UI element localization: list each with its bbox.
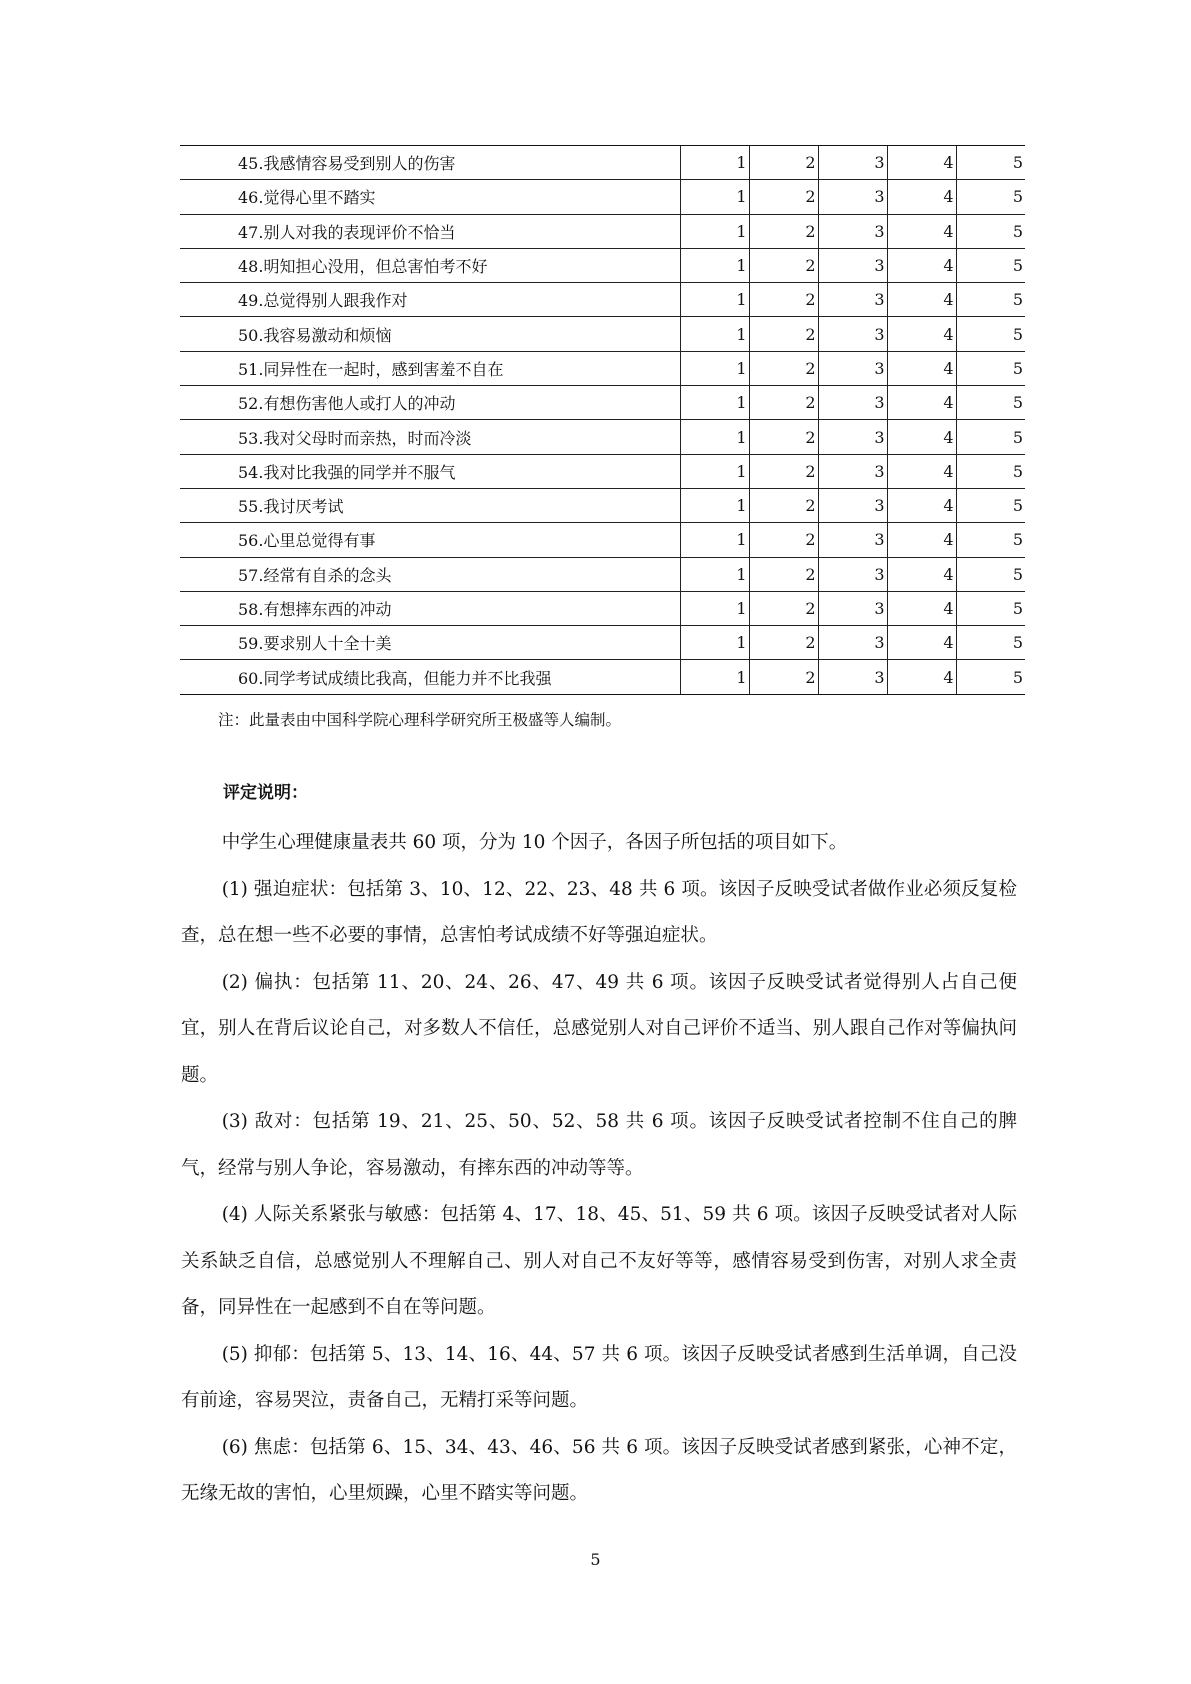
rating-option-3: 3 (818, 283, 887, 317)
rating-option-2: 2 (749, 248, 818, 282)
rating-option-4: 4 (887, 248, 956, 282)
rating-option-4: 4 (887, 454, 956, 488)
scale-row (180, 660, 1025, 694)
rating-option-4: 4 (887, 283, 956, 317)
rating-option-4: 4 (887, 591, 956, 625)
rating-option-2: 2 (749, 386, 818, 420)
page-number: 5 (590, 1550, 601, 1569)
rating-option-2: 2 (749, 283, 818, 317)
rating-option-1: 1 (680, 488, 749, 522)
factor-paragraph: (6) 焦虑：包括第 6、15、34、43、46、56 共 6 项。该因子反映受试者感到紧张，心神不定，无缘无故的害怕，心里烦躁，心里不踏实等问题。 (181, 1436, 1017, 1504)
rating-option-3: 3 (818, 146, 887, 180)
item-statement: 54.我对比我强的同学并不服气 (180, 454, 680, 488)
rating-option-2: 2 (749, 351, 818, 385)
factor-paragraph: (1) 强迫症状：包括第 3、10、12、22、23、48 共 6 项。该因子反映受试者做作业必须反复检查，总在想一些不必要的事情，总害怕考试成绩不好等强迫症状。 (181, 878, 1017, 946)
rating-option-3: 3 (818, 248, 887, 282)
rating-option-1: 1 (680, 626, 749, 660)
rating-option-1: 1 (680, 454, 749, 488)
item-statement: 59.要求别人十全十美 (180, 626, 680, 660)
rating-option-1: 1 (680, 214, 749, 248)
rating-option-5: 5 (956, 454, 1025, 488)
rating-option-2: 2 (749, 420, 818, 454)
item-statement: 45.我感情容易受到别人的伤害 (180, 146, 680, 180)
rating-option-4: 4 (887, 386, 956, 420)
rating-option-1: 1 (680, 386, 749, 420)
rating-option-3: 3 (818, 214, 887, 248)
rating-option-1: 1 (680, 660, 749, 694)
rating-option-3: 3 (818, 488, 887, 522)
rating-option-5: 5 (956, 180, 1025, 214)
rating-option-3: 3 (818, 523, 887, 557)
rating-option-5: 5 (956, 386, 1025, 420)
rating-option-1: 1 (680, 557, 749, 591)
rating-option-1: 1 (680, 523, 749, 557)
table-note: 注：此量表由中国科学院心理科学研究所王极盛等人编制。 (218, 711, 622, 729)
item-statement: 55.我讨厌考试 (180, 488, 680, 522)
scale-row (180, 626, 1025, 660)
item-statement: 47.别人对我的表现评价不恰当 (180, 214, 680, 248)
rating-option-5: 5 (956, 591, 1025, 625)
item-statement: 52.有想伤害他人或打人的冲动 (180, 386, 680, 420)
rating-option-2: 2 (749, 317, 818, 351)
item-statement: 60.同学考试成绩比我高，但能力并不比我强 (180, 660, 680, 694)
scale-row (180, 386, 1025, 420)
rating-option-5: 5 (956, 317, 1025, 351)
rating-option-2: 2 (749, 488, 818, 522)
rating-option-3: 3 (818, 557, 887, 591)
section-heading: 评定说明： (223, 783, 308, 803)
scale-row (180, 591, 1025, 625)
rating-option-2: 2 (749, 523, 818, 557)
scale-row (180, 248, 1025, 282)
rating-option-1: 1 (680, 180, 749, 214)
rating-option-4: 4 (887, 180, 956, 214)
item-statement: 56.心里总觉得有事 (180, 523, 680, 557)
rating-option-5: 5 (956, 248, 1025, 282)
rating-option-3: 3 (818, 317, 887, 351)
rating-option-3: 3 (818, 420, 887, 454)
rating-option-4: 4 (887, 420, 956, 454)
scale-row (180, 317, 1025, 351)
rating-option-5: 5 (956, 488, 1025, 522)
item-statement: 57.经常有自杀的念头 (180, 557, 680, 591)
scale-row (180, 180, 1025, 214)
factor-paragraph: (5) 抑郁：包括第 5、13、14、16、44、57 共 6 项。该因子反映受试者感到生活单调，自己没有前途，容易哭泣，责备自己，无精打采等问题。 (181, 1343, 1017, 1411)
scale-row (180, 283, 1025, 317)
scale-row (180, 454, 1025, 488)
item-statement: 48.明知担心没用，但总害怕考不好 (180, 248, 680, 282)
scale-row (180, 488, 1025, 522)
rating-option-5: 5 (956, 351, 1025, 385)
rating-option-4: 4 (887, 146, 956, 180)
factor-paragraph: (4) 人际关系紧张与敏感：包括第 4、17、18、45、51、59 共 6 项。该因子反映受试者对人际关系缺乏自信，总感觉别人不理解自己、别人对自己不友好等等，感情容易受到伤害，对别人求全责备，同异性在一起感到不自在等问题。 (181, 1204, 1017, 1318)
scoring-instructions (181, 820, 1017, 1518)
rating-option-2: 2 (749, 214, 818, 248)
rating-option-4: 4 (887, 351, 956, 385)
scale-row (180, 523, 1025, 557)
rating-option-3: 3 (818, 591, 887, 625)
rating-option-3: 3 (818, 180, 887, 214)
scale-row (180, 557, 1025, 591)
rating-option-3: 3 (818, 626, 887, 660)
rating-option-5: 5 (956, 660, 1025, 694)
rating-option-1: 1 (680, 591, 749, 625)
rating-option-1: 1 (680, 146, 749, 180)
rating-option-4: 4 (887, 488, 956, 522)
rating-option-5: 5 (956, 626, 1025, 660)
rating-option-2: 2 (749, 180, 818, 214)
rating-option-1: 1 (680, 317, 749, 351)
rating-option-5: 5 (956, 420, 1025, 454)
rating-option-4: 4 (887, 660, 956, 694)
scale-row (180, 146, 1025, 180)
rating-option-2: 2 (749, 660, 818, 694)
rating-option-2: 2 (749, 557, 818, 591)
rating-option-2: 2 (749, 626, 818, 660)
item-statement: 49.总觉得别人跟我作对 (180, 283, 680, 317)
rating-option-1: 1 (680, 351, 749, 385)
rating-option-4: 4 (887, 523, 956, 557)
item-statement: 51.同异性在一起时，感到害羞不自在 (180, 351, 680, 385)
rating-option-5: 5 (956, 283, 1025, 317)
rating-option-1: 1 (680, 283, 749, 317)
scale-row (180, 420, 1025, 454)
item-statement: 58.有想摔东西的冲动 (180, 591, 680, 625)
rating-option-4: 4 (887, 317, 956, 351)
rating-option-3: 3 (818, 351, 887, 385)
rating-scale-body (180, 146, 1025, 695)
rating-option-2: 2 (749, 146, 818, 180)
rating-option-3: 3 (818, 454, 887, 488)
rating-option-5: 5 (956, 214, 1025, 248)
item-statement: 50.我容易激动和烦恼 (180, 317, 680, 351)
rating-option-5: 5 (956, 146, 1025, 180)
item-statement: 46.觉得心里不踏实 (180, 180, 680, 214)
rating-option-4: 4 (887, 557, 956, 591)
rating-option-4: 4 (887, 626, 956, 660)
rating-option-5: 5 (956, 557, 1025, 591)
scale-row (180, 351, 1025, 385)
rating-option-4: 4 (887, 214, 956, 248)
rating-option-2: 2 (749, 591, 818, 625)
item-statement: 53.我对父母时而亲热，时而冷淡 (180, 420, 680, 454)
factor-paragraph: (2) 偏执：包括第 11、20、24、26、47、49 共 6 项。该因子反映受试者觉得别人占自己便宜，别人在背后议论自己，对多数人不信任，总感觉别人对自己评价不适当、别人跟自己作对等偏执问题。 (181, 971, 1017, 1086)
rating-option-2: 2 (749, 454, 818, 488)
rating-option-3: 3 (818, 386, 887, 420)
rating-option-5: 5 (956, 523, 1025, 557)
rating-option-3: 3 (818, 660, 887, 694)
scale-row (180, 214, 1025, 248)
rating-option-1: 1 (680, 420, 749, 454)
intro-paragraph: 中学生心理健康量表共 60 项，分为 10 个因子，各因子所包括的项目如下。 (221, 832, 848, 853)
rating-scale-table (180, 145, 1025, 695)
rating-option-1: 1 (680, 248, 749, 282)
factor-paragraph: (3) 敌对：包括第 19、21、25、50、52、58 共 6 项。该因子反映受试者控制不住自己的脾气，经常与别人争论，容易激动，有摔东西的冲动等等。 (181, 1111, 1017, 1179)
